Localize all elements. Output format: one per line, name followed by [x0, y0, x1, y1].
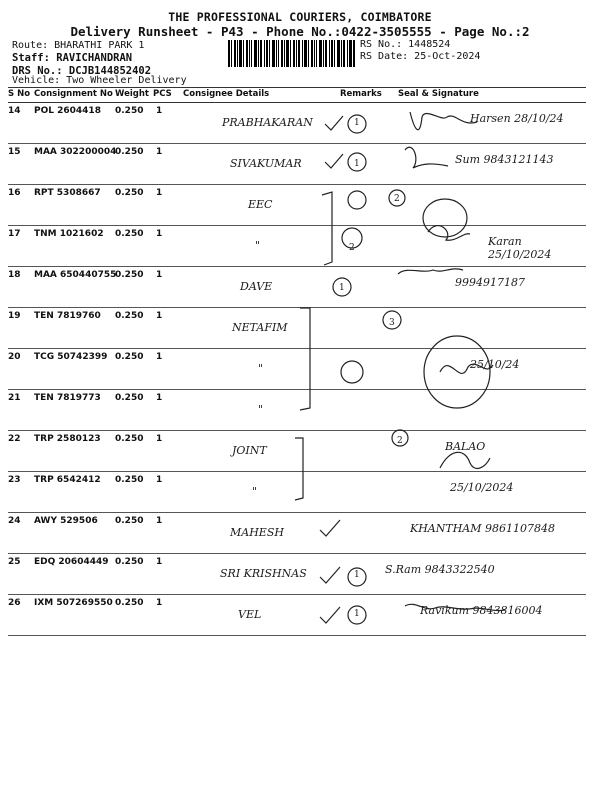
- pcs-value: 1: [156, 598, 163, 608]
- pcs-value: 1: [156, 311, 163, 321]
- pcs-value: 1: [156, 270, 163, 280]
- serial-number: 22: [8, 434, 21, 444]
- serial-number: 25: [8, 557, 21, 567]
- signature-18: [398, 269, 463, 274]
- consignment-number: MAA 650440755: [34, 270, 117, 280]
- consignee-handwritten: VEL: [238, 608, 262, 621]
- weight-value: 0.250: [115, 557, 144, 567]
- weight-value: 0.250: [115, 475, 144, 485]
- signature-handwritten: 25/10/2024: [450, 481, 514, 494]
- check-mark-26: [320, 607, 340, 623]
- consignee-handwritten: EEC: [248, 198, 273, 211]
- consignee-handwritten: DAVE: [240, 280, 273, 293]
- consignment-number: TRP 2580123: [34, 434, 101, 444]
- signature-14: [410, 112, 477, 130]
- weight-value: 0.250: [115, 434, 144, 444]
- serial-number: 26: [8, 598, 21, 608]
- consignee-handwritten: NETAFIM: [232, 321, 288, 334]
- consignment-number: TRP 6542412: [34, 475, 101, 485]
- remark-circle-17: [342, 228, 362, 248]
- consignment-number: TCG 50742399: [34, 352, 108, 362]
- signature-handwritten: Sum 9843121143: [455, 153, 554, 166]
- bracket-19-21: [300, 308, 310, 410]
- weight-value: 0.250: [115, 106, 144, 116]
- pcs-value: 1: [156, 557, 163, 567]
- consignment-number: TNM 1021602: [34, 229, 104, 239]
- weight-value: 0.250: [115, 352, 144, 362]
- signature-handwritten: Karan 25/10/2024: [488, 235, 552, 261]
- bracket-22-23: [295, 438, 303, 500]
- consignment-number: RPT 5308667: [34, 188, 101, 198]
- col-seal-signature: Seal & Signature: [398, 89, 479, 99]
- col-pcs: PCS: [153, 89, 172, 99]
- serial-number: 16: [8, 188, 21, 198]
- pcs-value: 1: [156, 393, 163, 403]
- remark-circle-19: [383, 311, 401, 329]
- weight-value: 0.250: [115, 188, 144, 198]
- signature-20: [440, 364, 493, 373]
- remark-circle-15: [348, 153, 366, 171]
- consignee-handwritten: ": [258, 403, 264, 416]
- consignment-number: TEN 7819760: [34, 311, 101, 321]
- weight-value: 0.250: [115, 270, 144, 280]
- weight-value: 0.250: [115, 516, 144, 526]
- signature-26: [405, 604, 505, 610]
- consignment-number: AWY 529506: [34, 516, 98, 526]
- remark-circle-16: [348, 191, 366, 209]
- remark-number: 2: [394, 194, 400, 204]
- seal-stamp-16: [423, 199, 467, 237]
- pcs-value: 1: [156, 106, 163, 116]
- rs-number: RS No.: 1448524: [360, 39, 451, 50]
- company-name: THE PROFESSIONAL COURIERS, COIMBATORE: [168, 10, 432, 24]
- pcs-value: 1: [156, 229, 163, 239]
- signature-handwritten: 9994917187: [455, 276, 525, 289]
- rs-date: RS Date: 25-Oct-2024: [360, 51, 481, 62]
- remark-number: 3: [389, 318, 395, 328]
- pcs-value: 1: [156, 147, 163, 157]
- pcs-value: 1: [156, 352, 163, 362]
- remark-circle-25: [348, 568, 366, 586]
- serial-number: 17: [8, 229, 21, 239]
- weight-value: 0.250: [115, 393, 144, 403]
- vehicle-label: Vehicle: Two Wheeler Delivery: [12, 75, 187, 86]
- consignee-handwritten: SIVAKUMAR: [230, 157, 302, 170]
- signature-handwritten: 25/10/24: [470, 358, 520, 371]
- signature-handwritten: Ravikum 9843816004: [420, 604, 543, 617]
- consignee-handwritten: ": [252, 485, 258, 498]
- seal-stamp-20: [424, 336, 490, 408]
- col-sno: S No: [8, 89, 31, 99]
- consignment-number: MAA 302200004: [34, 147, 117, 157]
- consignee-handwritten: SRI KRISHNAS: [220, 567, 307, 580]
- consignment-number: TEN 7819773: [34, 393, 101, 403]
- consignment-number: POL 2604418: [34, 106, 101, 116]
- remark-number: 1: [354, 609, 360, 619]
- remark-number: 2: [397, 436, 403, 446]
- consignee-handwritten: JOINT: [232, 444, 267, 457]
- remark-circle-16b: [389, 190, 405, 206]
- consignee-handwritten: ": [258, 362, 264, 375]
- check-mark-15: [325, 154, 343, 168]
- consignment-number: EDQ 20604449: [34, 557, 109, 567]
- pcs-value: 1: [156, 188, 163, 198]
- remark-circle-22: [392, 430, 408, 446]
- pcs-value: 1: [156, 516, 163, 526]
- pcs-value: 1: [156, 434, 163, 444]
- remark-number: 1: [354, 118, 360, 128]
- remark-circle-26: [348, 606, 366, 624]
- remark-number: 2: [349, 243, 355, 253]
- check-mark-14: [325, 116, 343, 130]
- consignee-handwritten: MAHESH: [230, 526, 284, 539]
- remark-number: 1: [339, 283, 345, 293]
- remark-number: 1: [354, 159, 360, 169]
- bracket-16-18: [322, 192, 332, 265]
- route-label: Route: BHARATHI PARK 1: [12, 40, 145, 51]
- check-mark-25: [320, 567, 340, 583]
- serial-number: 24: [8, 516, 21, 526]
- remark-number: 1: [354, 570, 360, 580]
- consignee-handwritten: PRABHAKARAN: [222, 116, 313, 129]
- serial-number: 18: [8, 270, 21, 280]
- remark-circle-18: [333, 278, 351, 296]
- serial-number: 20: [8, 352, 21, 362]
- col-consignment: Consignment No: [34, 89, 113, 99]
- col-weight: Weight: [115, 89, 149, 99]
- pcs-value: 1: [156, 475, 163, 485]
- signature-22: [440, 452, 490, 468]
- check-mark-24: [320, 520, 340, 536]
- serial-number: 15: [8, 147, 21, 157]
- weight-value: 0.250: [115, 229, 144, 239]
- serial-number: 19: [8, 311, 21, 321]
- drs-number: DRS No.: DCJB144852402: [12, 65, 152, 77]
- weight-value: 0.250: [115, 598, 144, 608]
- weight-value: 0.250: [115, 147, 144, 157]
- signature-handwritten: BALAO: [445, 440, 486, 453]
- serial-number: 14: [8, 106, 21, 116]
- signature-15: [405, 147, 448, 168]
- remark-circle-20: [341, 361, 363, 383]
- consignee-handwritten: ": [255, 239, 261, 252]
- runsheet-title: Delivery Runsheet - P43 - Phone No.:0422-3505555 - Page No.:2: [70, 24, 530, 39]
- signature-handwritten: Harsen 28/10/24: [470, 112, 564, 125]
- remark-circle-14: [348, 115, 366, 133]
- serial-number: 23: [8, 475, 21, 485]
- signature-handwritten: S.Ram 9843322540: [385, 563, 495, 576]
- consignment-number: IXM 507269550: [34, 598, 113, 608]
- signature-handwritten: KHANTHAM 9861107848: [410, 522, 555, 535]
- weight-value: 0.250: [115, 311, 144, 321]
- col-consignee: Consignee Details: [183, 89, 270, 99]
- serial-number: 21: [8, 393, 21, 403]
- col-remarks: Remarks: [340, 89, 382, 99]
- staff-label: Staff: RAVICHANDRAN: [12, 52, 133, 64]
